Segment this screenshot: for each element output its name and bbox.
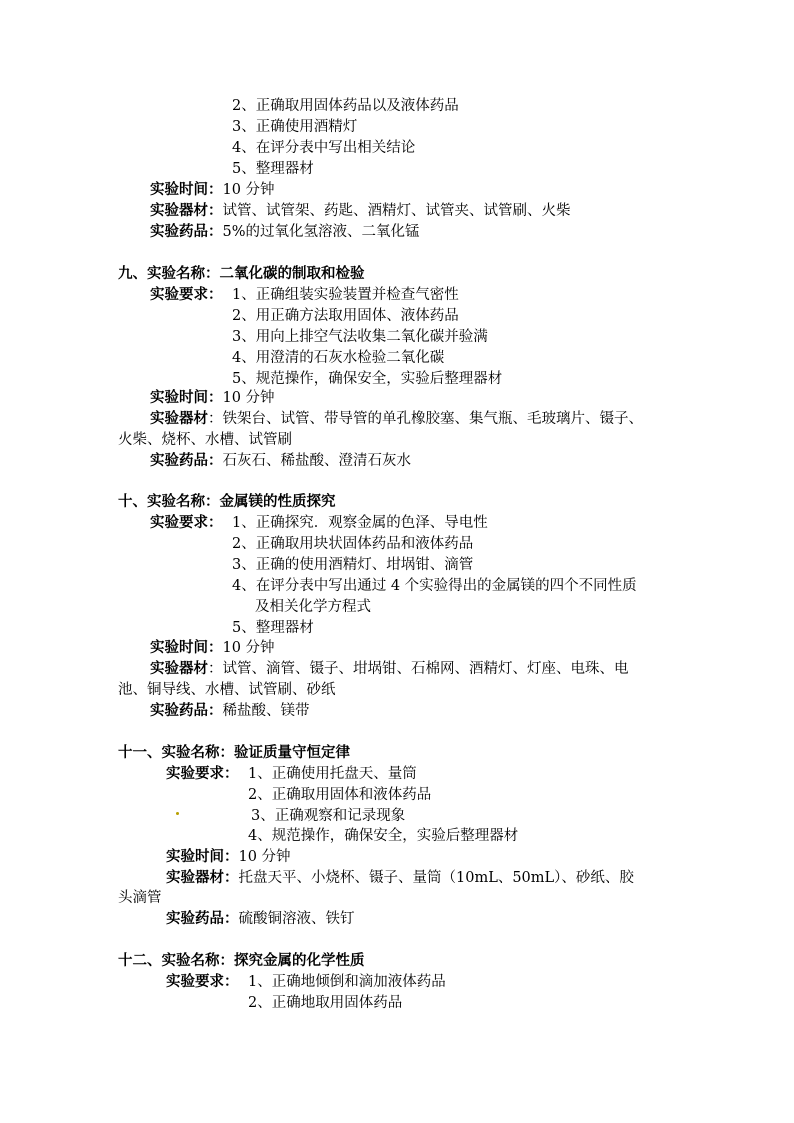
requirement-item: 4、在评分表中写出相关结论 <box>232 140 416 156</box>
requirement-item: 2、正确取用块状固体药品和液体药品 <box>232 536 474 552</box>
requirement-item: 1、正确地倾倒和滴加液体药品 <box>248 974 446 990</box>
equipment-value: 试管、试管架、药匙、酒精灯、试管夹、试管刷、火柴 <box>222 203 571 219</box>
time-label: 实验时间： <box>166 848 239 865</box>
requirement-item: 2、正确取用固体和液体药品 <box>248 787 432 803</box>
requirement-item: 4、规范操作，确保安全，实验后整理器材 <box>248 828 519 844</box>
reagent-label: 实验药品： <box>150 452 223 469</box>
requirement-item: 3、正确的使用酒精灯、坩埚钳、滴管 <box>232 557 474 573</box>
time-label: 实验时间： <box>150 639 223 656</box>
time-line <box>150 180 275 200</box>
reagent-value: 稀盐酸、镁带 <box>222 703 310 719</box>
stray-dot-mark <box>176 812 179 815</box>
requirement-item: 2、正确取用固体药品以及液体药品 <box>232 98 459 114</box>
equipment-line <box>150 201 571 221</box>
requirement-item: 1、正确使用托盘天、量筒 <box>248 766 417 782</box>
requirement-item: 3、正确使用酒精灯 <box>232 119 358 135</box>
time-value: 10 分钟 <box>238 849 291 865</box>
section-title: 十、实验名称：金属镁的性质探究 <box>118 493 336 510</box>
equipment-continuation: 头滴管 <box>118 890 162 906</box>
time-value: 10 分钟 <box>222 390 275 406</box>
requirement-item: 4、用澄清的石灰水检验二氧化碳 <box>232 350 445 366</box>
requirement-continuation: 及相关化学方程式 <box>255 599 371 615</box>
reagent-label: 实验药品： <box>166 910 239 927</box>
reagent-label: 实验药品： <box>150 223 223 240</box>
equipment-value: ：铁架台、试管、带导管的单孔橡胶塞、集气瓶、毛玻璃片、镊子、 <box>208 411 643 427</box>
equipment-label: 实验器材： <box>150 202 223 219</box>
requirement-label: 实验要求： <box>150 514 223 531</box>
time-label: 实验时间： <box>150 181 223 198</box>
equipment-label: 实验器材 <box>150 410 208 427</box>
requirement-item: 2、正确地取用固体药品 <box>248 995 403 1011</box>
requirement-item: 4、在评分表中写出通过 4 个实验得出的金属镁的四个不同性质 <box>232 578 637 594</box>
requirement-item: 5、整理器材 <box>232 620 314 636</box>
equipment-label: 实验器材： <box>166 869 239 886</box>
reagent-value: 硫酸铜溶液、铁钉 <box>238 911 355 927</box>
requirement-label: 实验要求： <box>166 765 239 782</box>
equipment-line <box>150 659 629 679</box>
reagent-label: 实验药品： <box>150 702 223 719</box>
requirement-item: 5、整理器材 <box>232 161 314 177</box>
equipment-line <box>150 409 643 429</box>
time-line <box>150 638 275 658</box>
requirement-item: 3、用向上排空气法收集二氧化碳并验满 <box>232 329 488 345</box>
equipment-line <box>166 868 634 888</box>
section-title: 十二、实验名称：探究金属的化学性质 <box>118 952 365 969</box>
requirement-item: 1、正确探究．观察金属的色泽、导电性 <box>232 515 488 531</box>
requirement-item: 1、正确组装实验装置并检查气密性 <box>232 287 459 303</box>
reagent-value: 石灰石、稀盐酸、澄清石灰水 <box>222 453 411 469</box>
reagent-value: 5%的过氧化氢溶液、二氧化锰 <box>222 224 420 240</box>
time-line <box>150 388 275 408</box>
equipment-continuation: 火柴、烧杯、水槽、试管刷 <box>118 432 292 448</box>
requirement-label: 实验要求： <box>150 286 223 303</box>
reagent-line <box>150 701 310 721</box>
equipment-value: ：试管、滴管、镊子、坩埚钳、石棉网、酒精灯、灯座、电珠、电 <box>208 661 629 677</box>
reagent-line <box>150 222 420 242</box>
section-title: 十一、实验名称：验证质量守恒定律 <box>118 744 350 761</box>
equipment-continuation: 池、铜导线、水槽、试管刷、砂纸 <box>118 682 336 698</box>
equipment-label: 实验器材 <box>150 660 208 677</box>
time-label: 实验时间： <box>150 389 223 406</box>
time-value: 10 分钟 <box>222 182 275 198</box>
requirement-item: 5、规范操作，确保安全，实验后整理器材 <box>232 371 503 387</box>
equipment-value: 托盘天平、小烧杯、镊子、量筒（10mL、50mL）、砂纸、胶 <box>238 870 634 886</box>
requirement-item: 2、用正确方法取用固体、液体药品 <box>232 308 459 324</box>
reagent-line <box>150 451 411 471</box>
section-title: 九、实验名称：二氧化碳的制取和检验 <box>118 265 365 282</box>
requirement-label: 实验要求： <box>166 973 239 990</box>
time-line <box>166 847 291 867</box>
reagent-line <box>166 909 355 929</box>
requirement-item: 3、正确观察和记录现象 <box>251 808 406 824</box>
time-value: 10 分钟 <box>222 640 275 656</box>
